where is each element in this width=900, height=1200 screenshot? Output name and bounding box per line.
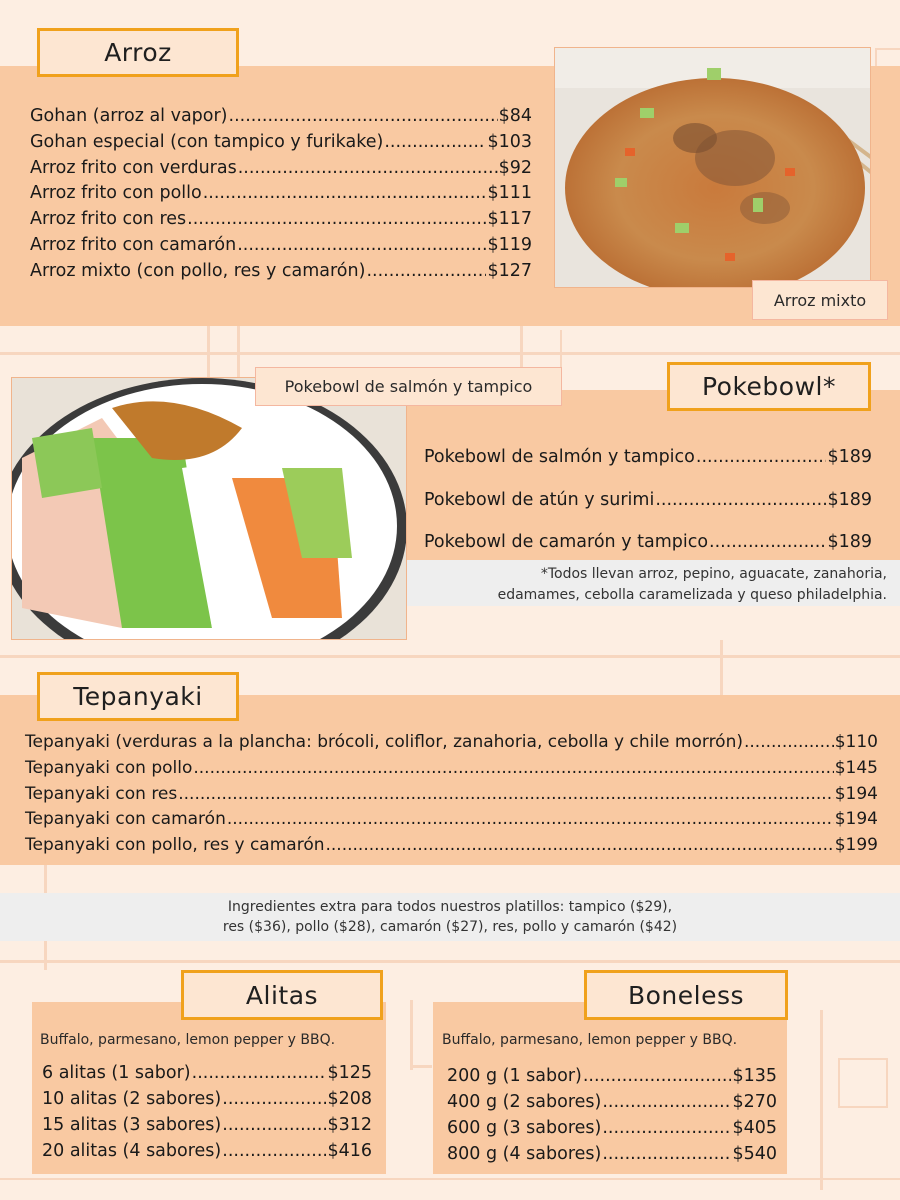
tepanyaki-menu-item	[25, 833, 878, 859]
dot-leader	[178, 782, 833, 808]
item-price: $92	[498, 157, 532, 178]
item-price: $312	[327, 1115, 372, 1135]
arroz-menu-item	[30, 130, 532, 156]
tepanyaki-menu-item	[25, 756, 878, 782]
item-price: $84	[498, 106, 532, 126]
item-price: $135	[732, 1066, 777, 1086]
extras-line1: Ingredientes extra para todos nuestros platillos: tampico ($29),	[227, 899, 673, 915]
item-price: $119	[487, 234, 532, 255]
boneless-title: Boneless	[584, 970, 788, 1020]
pokebowl-image	[12, 378, 407, 640]
dot-leader	[193, 756, 833, 782]
item-name: 200 g (1 sabor)	[447, 1066, 582, 1086]
dot-leader	[655, 479, 826, 522]
alitas-menu-item	[42, 1112, 372, 1138]
pokebowl-menu-item	[424, 521, 872, 564]
item-name: Tepanyaki (verduras a la plancha: brócoli, coliflor, zanahoria, cebolla y chile morrón)	[25, 732, 743, 752]
dot-leader	[192, 1060, 327, 1086]
item-price: $194	[834, 809, 878, 830]
item-name: Gohan (arroz al vapor)	[30, 106, 228, 126]
dot-leader	[384, 130, 486, 156]
item-name: Tepanyaki con pollo, res y camarón	[25, 835, 325, 856]
item-name: Arroz frito con verduras	[30, 157, 237, 178]
boneless-flavors: Buffalo, parmesano, lemon pepper y BBQ.	[442, 1032, 738, 1048]
dot-leader	[366, 259, 486, 285]
decor-line	[237, 320, 240, 380]
item-name: 15 alitas (3 sabores)	[42, 1115, 222, 1135]
boneless-menu-item	[447, 1063, 777, 1089]
dot-leader	[326, 833, 834, 859]
item-price: $145	[834, 757, 878, 778]
alitas-title: Alitas	[181, 970, 383, 1020]
boneless-menu-item	[447, 1141, 777, 1167]
item-name: Pokebowl de atún y surimi	[424, 489, 655, 510]
item-price: $125	[327, 1063, 372, 1083]
dot-leader	[238, 156, 498, 182]
item-name: 10 alitas (2 sabores)	[42, 1089, 222, 1109]
decor-line	[410, 1065, 432, 1068]
tepanyaki-menu-item	[25, 782, 878, 808]
arroz-menu-list	[30, 104, 532, 285]
dot-leader	[744, 730, 834, 756]
fried-rice-image	[555, 48, 871, 288]
item-price: $110	[834, 732, 878, 752]
tepanyaki-menu-item	[25, 730, 878, 756]
alitas-flavors: Buffalo, parmesano, lemon pepper y BBQ.	[40, 1032, 336, 1048]
item-name: 400 g (2 sabores)	[447, 1092, 602, 1112]
pokebowl-menu-list	[424, 436, 872, 564]
arroz-photo-caption: Arroz mixto	[752, 280, 888, 320]
dot-leader	[222, 1086, 326, 1112]
boneless-menu-item	[447, 1089, 777, 1115]
dot-leader	[709, 521, 826, 564]
pokebowl-note	[405, 564, 887, 606]
item-price: $117	[487, 209, 532, 230]
decor-line	[560, 330, 562, 370]
item-price: $416	[327, 1141, 372, 1161]
item-price: $111	[487, 183, 532, 204]
boneless-menu-list	[447, 1063, 777, 1167]
item-name: Tepanyaki con camarón	[25, 809, 226, 830]
item-price: $199	[834, 835, 878, 856]
item-name: Pokebowl de camarón y tampico	[424, 532, 709, 552]
arroz-mixto-photo	[554, 47, 871, 288]
item-price: $270	[732, 1092, 777, 1112]
pokebowl-menu-item	[424, 436, 872, 479]
arroz-menu-item	[30, 156, 532, 182]
item-name: Arroz frito con pollo	[30, 183, 202, 204]
dot-leader	[602, 1115, 731, 1141]
tepanyaki-title: Tepanyaki	[37, 672, 239, 721]
tepanyaki-menu-item	[25, 807, 878, 833]
dot-leader	[602, 1141, 731, 1167]
item-name: Pokebowl de salmón y tampico	[424, 447, 695, 467]
item-name: 6 alitas (1 sabor)	[42, 1063, 191, 1083]
item-price: $540	[732, 1144, 777, 1164]
item-name: 600 g (3 sabores)	[447, 1118, 602, 1138]
item-name: Tepanyaki con pollo	[25, 757, 193, 778]
arroz-menu-item	[30, 259, 532, 285]
arroz-menu-item	[30, 181, 532, 207]
item-price: $194	[834, 783, 878, 804]
alitas-menu-item	[42, 1086, 372, 1112]
item-price: $189	[827, 489, 872, 510]
item-name: 20 alitas (4 sabores)	[42, 1141, 222, 1161]
decor-line	[820, 1010, 823, 1190]
decor-line	[720, 640, 723, 695]
dot-leader	[583, 1063, 732, 1089]
decor-line	[0, 352, 900, 355]
boneless-menu-item	[447, 1115, 777, 1141]
decor-line	[0, 1178, 900, 1180]
item-price: $189	[827, 532, 872, 552]
item-name: 800 g (4 sabores)	[447, 1144, 602, 1164]
item-price: $208	[327, 1089, 372, 1109]
alitas-menu-list	[42, 1060, 372, 1164]
item-name: Arroz frito con res	[30, 209, 187, 230]
alitas-menu-item	[42, 1138, 372, 1164]
alitas-menu-item	[42, 1060, 372, 1086]
arroz-title: Arroz	[37, 28, 239, 77]
arroz-menu-item	[30, 104, 532, 130]
dot-leader	[203, 181, 487, 207]
dot-leader	[227, 807, 834, 833]
item-price: $189	[827, 447, 872, 467]
tepanyaki-menu-list	[25, 730, 878, 859]
pokebowl-photo	[11, 377, 407, 640]
pokebowl-note-line1: *Todos llevan arroz, pepino, aguacate, zanahoria,	[540, 566, 887, 582]
item-price: $103	[487, 131, 532, 152]
arroz-menu-item	[30, 207, 532, 233]
item-name: Arroz mixto (con pollo, res y camarón)	[30, 260, 366, 281]
decor-line	[207, 320, 210, 380]
pokebowl-photo-caption: Pokebowl de salmón y tampico	[255, 367, 562, 406]
extras-line2: res ($36), pollo ($28), camarón ($27), res, pollo y camarón ($42)	[222, 919, 678, 935]
dot-leader	[696, 436, 827, 479]
dot-leader	[229, 104, 498, 130]
dot-leader	[222, 1138, 326, 1164]
decor-line	[0, 655, 900, 658]
item-name: Tepanyaki con res	[25, 783, 178, 804]
item-name: Gohan especial (con tampico y furikake)	[30, 131, 384, 152]
decor-line	[0, 960, 900, 963]
dot-leader	[222, 1112, 326, 1138]
dot-leader	[187, 207, 486, 233]
item-name: Arroz frito con camarón	[30, 234, 237, 255]
dot-leader	[602, 1089, 731, 1115]
pokebowl-title: Pokebowl*	[667, 362, 871, 411]
item-price: $127	[487, 260, 532, 281]
item-price: $405	[732, 1118, 777, 1138]
decor-line	[410, 1000, 413, 1070]
dot-leader	[237, 233, 486, 259]
pokebowl-note-line2: edamames, cebolla caramelizada y queso philadelphia.	[497, 587, 887, 603]
pokebowl-menu-item	[424, 479, 872, 522]
extras-note	[0, 897, 900, 937]
arroz-menu-item	[30, 233, 532, 259]
decor-square	[838, 1058, 888, 1108]
